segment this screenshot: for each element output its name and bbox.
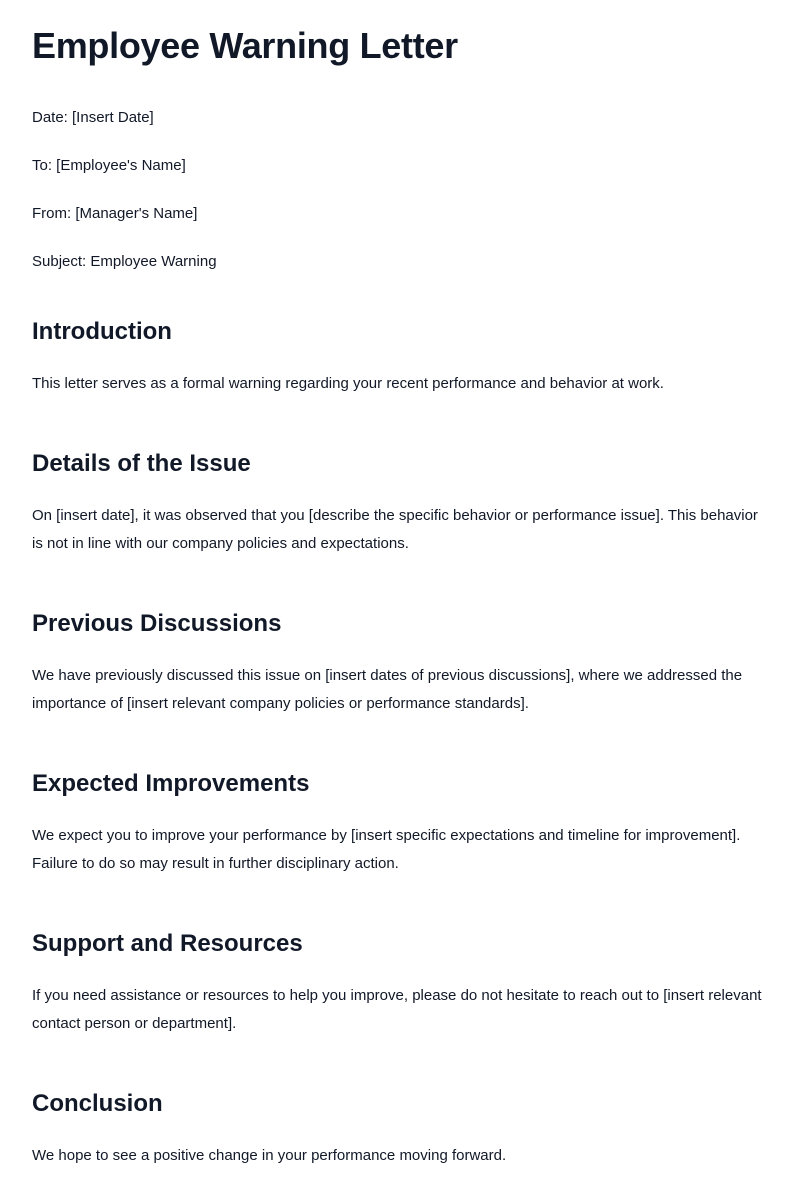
meta-from: From: [Manager's Name] <box>32 205 198 222</box>
section-heading: Previous Discussions <box>32 610 282 637</box>
section-heading: Introduction <box>32 318 172 345</box>
section-expected-improvements <box>32 768 768 878</box>
section-body: On [insert date], it was observed that you [describe the specific behavior or performance issue]. This behavior is not in line with our company policies and expectations. <box>32 507 758 552</box>
meta-to: To: [Employee's Name] <box>32 157 186 174</box>
page-title: Employee Warning Letter <box>32 25 458 66</box>
section-heading: Support and Resources <box>32 930 303 957</box>
letter-meta <box>32 106 768 274</box>
section-body: If you need assistance or resources to help you improve, please do not hesitate to reach out to [insert relevant contact person or department]. <box>32 987 762 1032</box>
section-body: We hope to see a positive change in your performance moving forward. <box>32 1147 507 1164</box>
section-heading: Details of the Issue <box>32 450 251 477</box>
section-body: We expect you to improve your performance by [insert specific expectations and timeline for improvement]. Failure to do so may result in further disciplinary action. <box>32 827 741 872</box>
section-heading: Conclusion <box>32 1090 163 1117</box>
section-support-and-resources <box>32 928 768 1038</box>
section-previous-discussions <box>32 608 768 718</box>
meta-date: Date: [Insert Date] <box>32 109 154 126</box>
section-conclusion <box>32 1088 768 1170</box>
meta-subject: Subject: Employee Warning <box>32 253 217 270</box>
section-heading: Expected Improvements <box>32 770 310 797</box>
section-body: This letter serves as a formal warning regarding your recent performance and behavior at work. <box>32 375 664 392</box>
section-body: We have previously discussed this issue on [insert dates of previous discussions], where we addressed the importance of [insert relevant company policies or performance standards]. <box>32 667 743 712</box>
section-introduction <box>32 316 768 398</box>
section-details-of-the-issue <box>32 448 768 558</box>
